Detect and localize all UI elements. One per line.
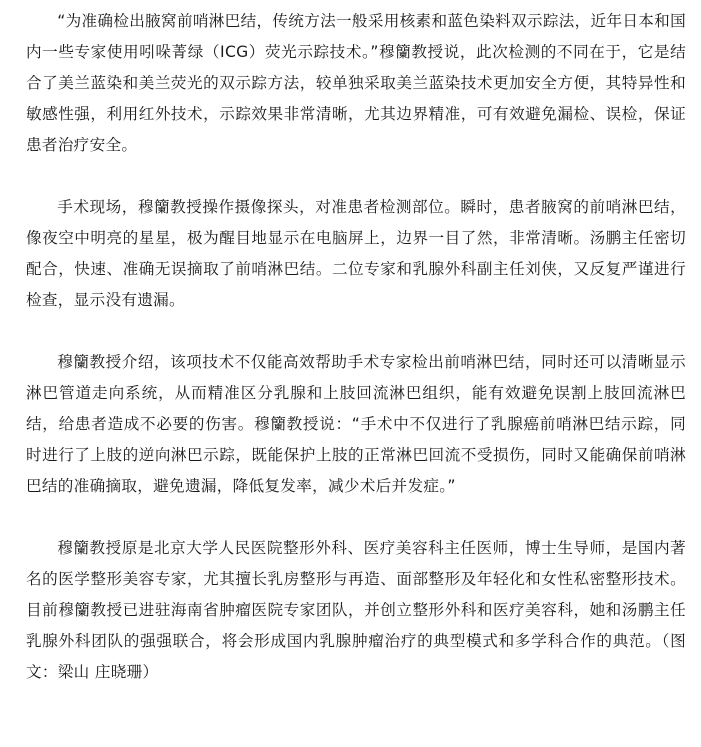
article-paragraph: 手术现场，穆籣教授操作摄像探头，对准患者检测部位。瞬时，患者腋窝的前哨淋巴结，像夜空中明亮的星星，极为醒目地显示在电脑屏上，边界一目了然，非常清晰。汤鹏主任密切配合，快速、准确无误摘取了前哨淋巴结。二位专家和乳腺外科副主任刘侠，又反复严谨进行检查，显示没有遗漏。 [26,198,686,309]
article-body [26,6,686,719]
article-paragraph: 穆籣教授原是北京大学人民医院整形外科、医疗美容科主任医师，博士生导师，是国内著名的医学整形美容专家，尤其擅长乳房整形与再造、面部整形及年轻化和女性私密整形技术。目前穆籣教授已进驻海南省肿瘤医院专家团队，并创立整形外科和医疗美容科，她和汤鹏主任乳腺外科团队的强强联合，将会形成国内乳腺肿瘤治疗的典型模式和多学科合作的典范。（图文：梁山 庄晓珊） [26,539,686,681]
article-paragraph: “为准确检出腋窝前哨淋巴结，传统方法一般采用核素和蓝色染料双示踪法，近年日本和国内一些专家使用吲哚菁绿（ICG）荧光示踪技术。”穆籣教授说，此次检测的不同在于，它是结合了美兰蓝染和美兰荧光的双示踪方法，较单独采取美兰蓝染技术更加安全方便，其特异性和敏感性强，利用红外技术，示踪效果非常清晰，尤其边界精准，可有效避免漏检、误检，保证患者治疗安全。 [26,12,686,154]
article-paragraph: 穆籣教授介绍，该项技术不仅能高效帮助手术专家检出前哨淋巴结，同时还可以清晰显示淋巴管道走向系统，从而精准区分乳腺和上肢回流淋巴组织，能有效避免误割上肢回流淋巴结，给患者造成不必要的伤害。穆籣教授说：“手术中不仅进行了乳腺癌前哨淋巴结示踪，同时进行了上肢的逆向淋巴示踪，既能保护上肢的正常淋巴回流不受损伤，同时又能确保前哨淋巴结的准确摘取，避免遗漏，降低复发率，减少术后并发症。” [26,353,686,495]
